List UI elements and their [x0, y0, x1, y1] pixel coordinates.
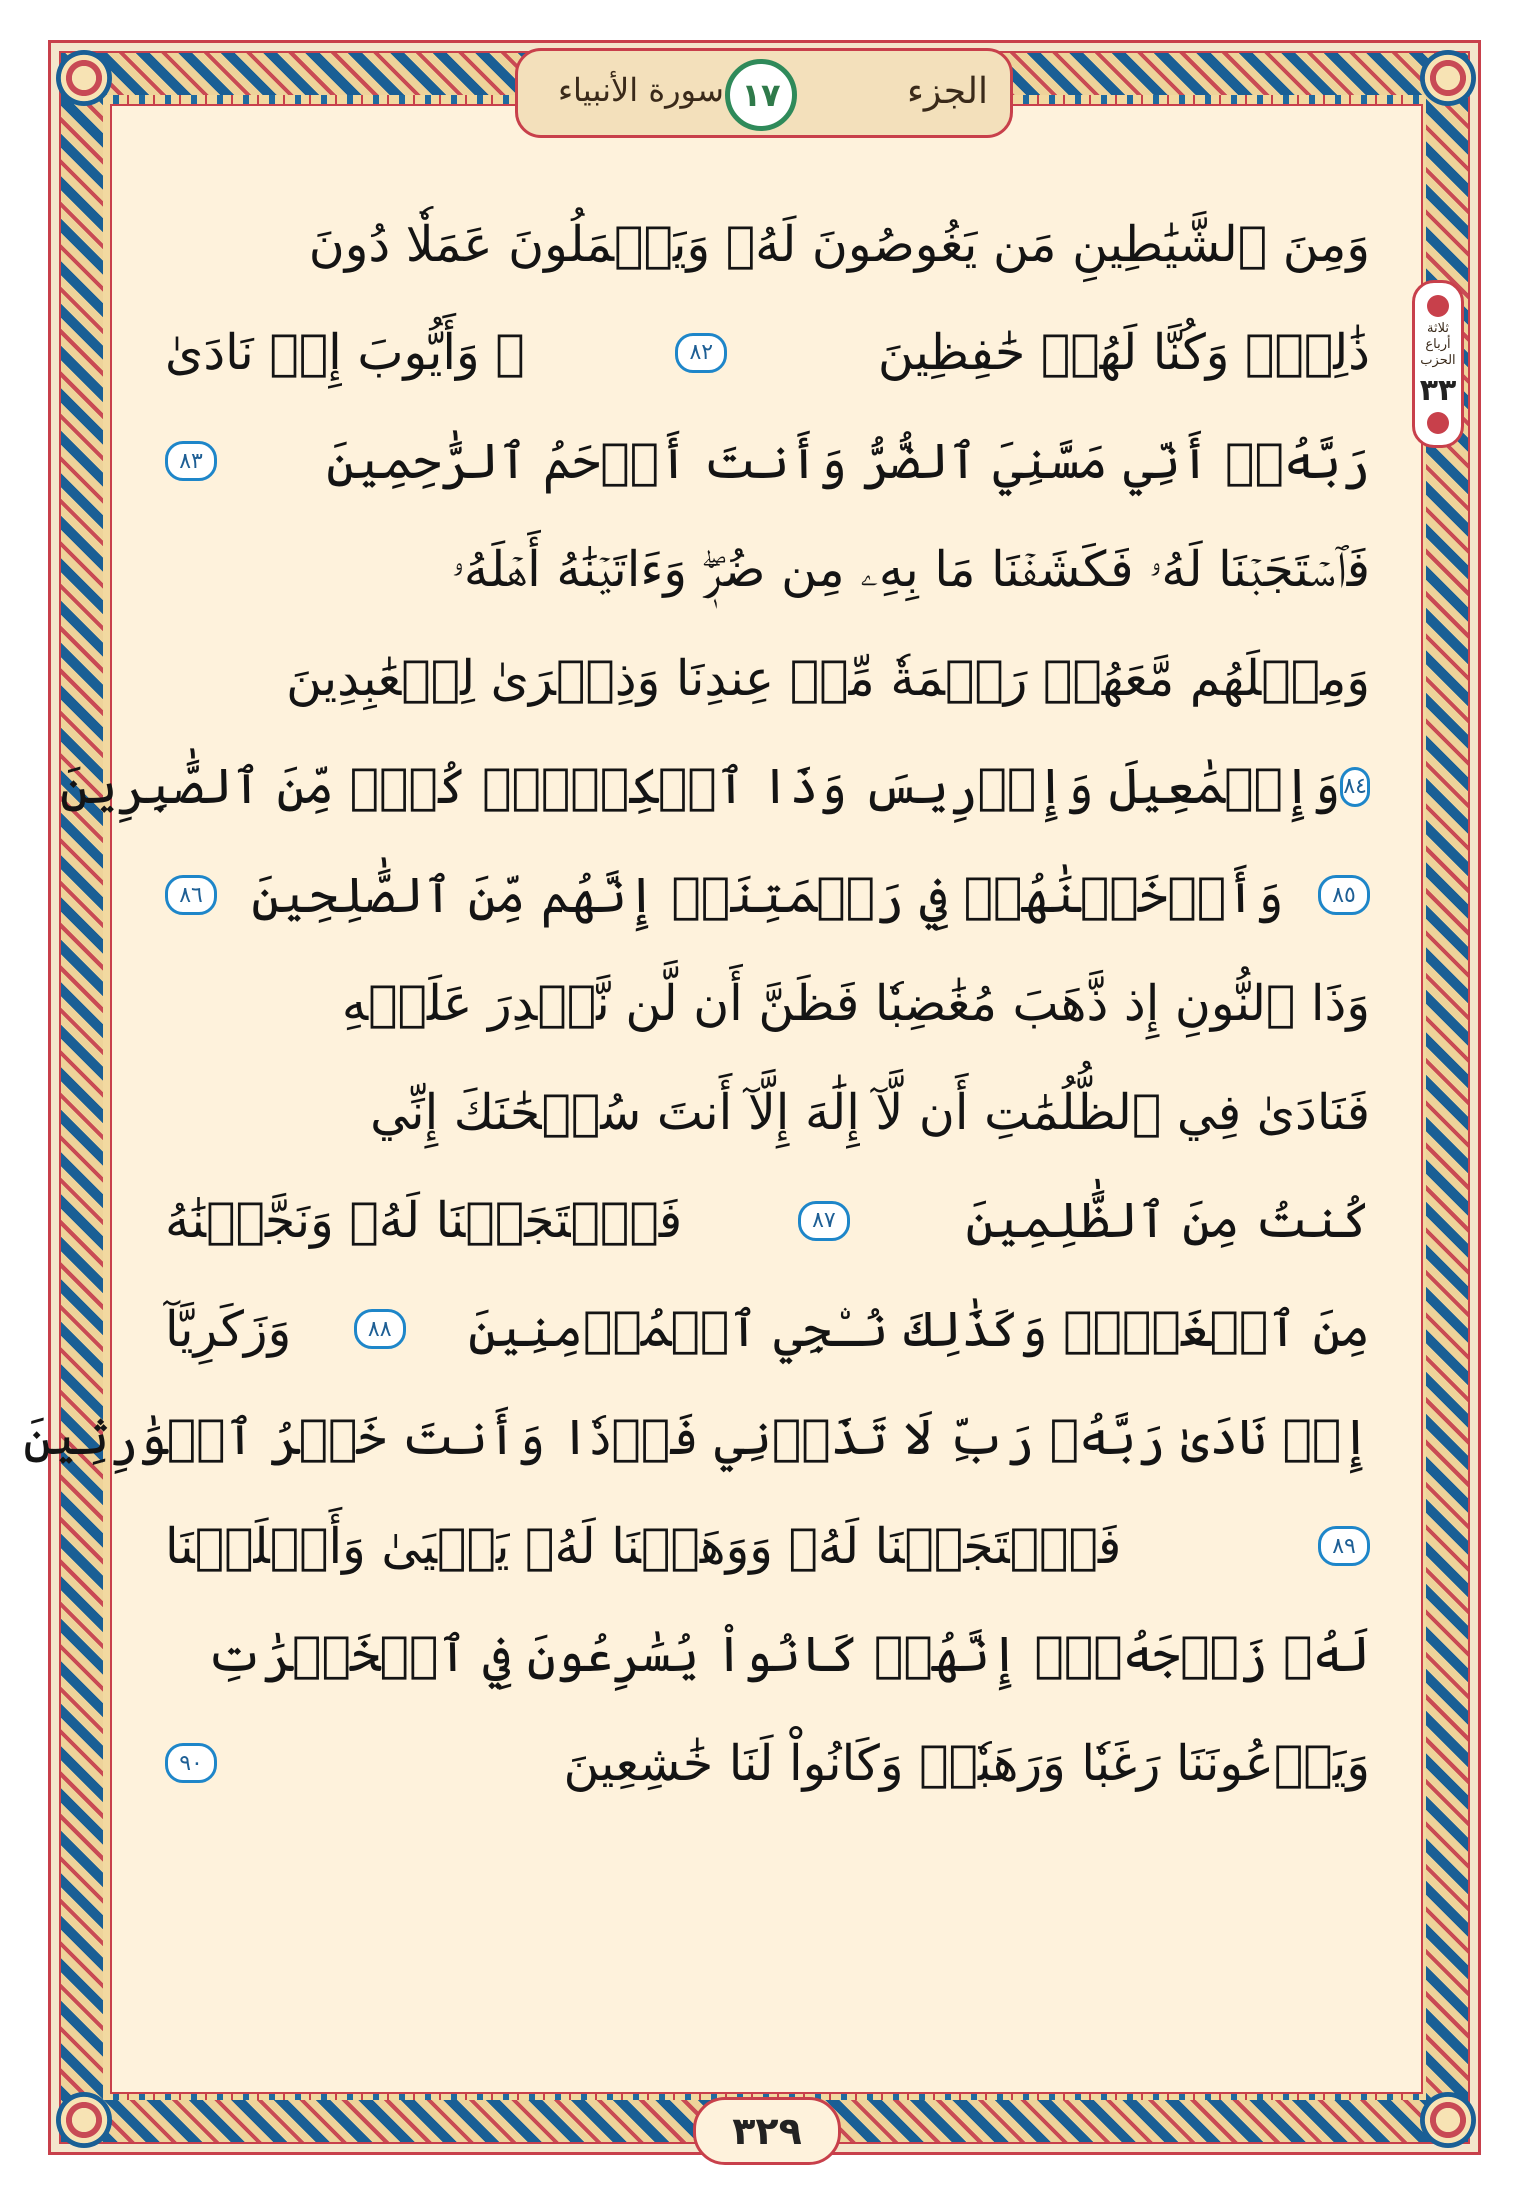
verse-text: وَيَدۡعُونَنَا رَغَبٗا وَرَهَبٗاۖ وَكَانُواْ لَنَا خَٰشِعِينَ — [563, 1734, 1370, 1792]
flower-icon — [1427, 412, 1449, 434]
ayah-number-marker: ٨٢ — [675, 333, 727, 373]
text-line — [165, 1492, 1370, 1601]
ayah-number-marker: ٨٧ — [798, 1201, 850, 1241]
page-number: ٣٢٩ — [693, 2097, 841, 2165]
text-line — [165, 950, 1370, 1059]
ayah-number-marker: ٩٠ — [165, 1743, 217, 1783]
verse-text: ذَٰلِكَۖ وَكُنَّا لَهُمۡ حَٰفِظِينَ — [877, 324, 1370, 382]
text-line — [165, 299, 1370, 408]
quran-text — [23, 190, 1370, 1818]
verse-text: وَإِسۡمَٰعِيلَ وَإِدۡرِيسَ وَذَا ٱلۡكِفۡلِۖ كُلّٞ مِّنَ ٱلصَّٰبِرِينَ — [60, 758, 1341, 816]
verse-text: لَهُۥ زَوۡجَهُۥٓۚ إِنَّهُمۡ كَانُواْ يُسَٰرِعُونَ فِي ٱلۡخَيۡرَٰتِ — [205, 1626, 1370, 1684]
ayah-number-marker: ٨٤ — [1340, 767, 1370, 807]
verse-text: فَٱسۡتَجَبۡنَا لَهُۥ وَوَهَبۡنَا لَهُۥ يَحۡيَىٰ وَأَصۡلَحۡنَا — [165, 1517, 1122, 1575]
corner-ornament-top-left — [56, 50, 112, 106]
ayah-number-marker: ٨٥ — [1318, 875, 1370, 915]
verse-text: فَنَادَىٰ فِي ٱلظُّلُمَٰتِ أَن لَّآ إِلَٰهَ إِلَّآ أَنتَ سُبۡحَٰنَكَ إِنِّي — [370, 1083, 1370, 1141]
ayah-number-marker: ٨٨ — [354, 1309, 406, 1349]
verse-text: وَمِنَ ٱلشَّيَٰطِينِ مَن يَغُوصُونَ لَهُۥ وَيَعۡمَلُونَ عَمَلٗا دُونَ — [308, 215, 1370, 273]
text-line — [165, 1167, 1370, 1276]
verse-text: فَٱسۡتَجَبۡنَا لَهُۥ فَكَشَفۡنَا مَا بِهِۦ مِن ضُرّٖۖ وَءَاتَيۡنَٰهُ أَهۡلَهُۥ — [451, 540, 1370, 598]
hizb-label: ثلاثة أرباع الحزب — [1420, 320, 1456, 368]
text-line — [165, 841, 1370, 950]
text-line — [165, 1058, 1370, 1167]
verse-text: إِذۡ نَادَىٰ رَبَّهُۥ رَبِّ لَا تَذَرۡنِي فَرۡدٗا وَأَنتَ خَيۡرُ ٱلۡوَٰرِثِينَ — [23, 1409, 1370, 1467]
text-line — [165, 516, 1370, 625]
hizb-quarter-marker — [1412, 280, 1464, 448]
verse-text: كُنتُ مِنَ ٱلظَّٰلِمِينَ — [965, 1192, 1370, 1250]
verse-text: ۞ وَأَيُّوبَ إِذۡ نَادَىٰ — [165, 324, 525, 382]
ayah-number-marker: ٨٣ — [165, 441, 217, 481]
ayah-number-marker: ٨٦ — [165, 875, 217, 915]
page-header — [515, 48, 1013, 138]
corner-ornament-top-right — [1420, 50, 1476, 106]
ayah-number-marker: ٨٩ — [1318, 1526, 1370, 1566]
flower-icon — [1427, 295, 1449, 317]
text-line — [165, 407, 1370, 516]
hizb-number: ٣٣ — [1419, 372, 1457, 408]
text-line — [165, 190, 1370, 299]
verse-text: وَزَكَرِيَّآ — [165, 1300, 292, 1358]
surah-name: سورة الأنبياء — [558, 71, 724, 109]
verse-text: وَذَا ٱلنُّونِ إِذ ذَّهَبَ مُغَٰضِبٗا فَظَنَّ أَن لَّن نَّقۡدِرَ عَلَيۡهِ — [341, 975, 1370, 1033]
text-line — [60, 733, 1370, 842]
verse-text: وَأَدۡخَلۡنَٰهُمۡ فِي رَحۡمَتِنَآۖ إِنَّهُم مِّنَ ٱلصَّٰلِحِينَ — [251, 866, 1284, 924]
corner-ornament-bottom-right — [1420, 2092, 1476, 2148]
text-line — [165, 1709, 1370, 1818]
verse-text: وَمِثۡلَهُم مَّعَهُمۡ رَحۡمَةٗ مِّنۡ عِندِنَا وَذِكۡرَىٰ لِلۡعَٰبِدِينَ — [286, 649, 1370, 707]
verse-text: مِنَ ٱلۡغَمِّۚ وَكَذَٰلِكَ نُـۨجِي ٱلۡمُؤۡمِنِينَ — [468, 1300, 1370, 1358]
text-line — [23, 1384, 1370, 1493]
juz-number-badge: ١٧ — [725, 59, 797, 131]
text-line — [165, 1275, 1370, 1384]
text-line — [165, 1601, 1370, 1710]
verse-text: فَٱسۡتَجَبۡنَا لَهُۥ وَنَجَّيۡنَٰهُ — [165, 1192, 683, 1250]
text-line — [165, 624, 1370, 733]
verse-text: رَبَّهُۥٓ أَنِّي مَسَّنِيَ ٱلضُّرُّ وَأَنتَ أَرۡحَمُ ٱلرَّٰحِمِينَ — [326, 432, 1370, 490]
corner-ornament-bottom-left — [56, 2092, 112, 2148]
juz-label: الجزء — [907, 71, 988, 112]
